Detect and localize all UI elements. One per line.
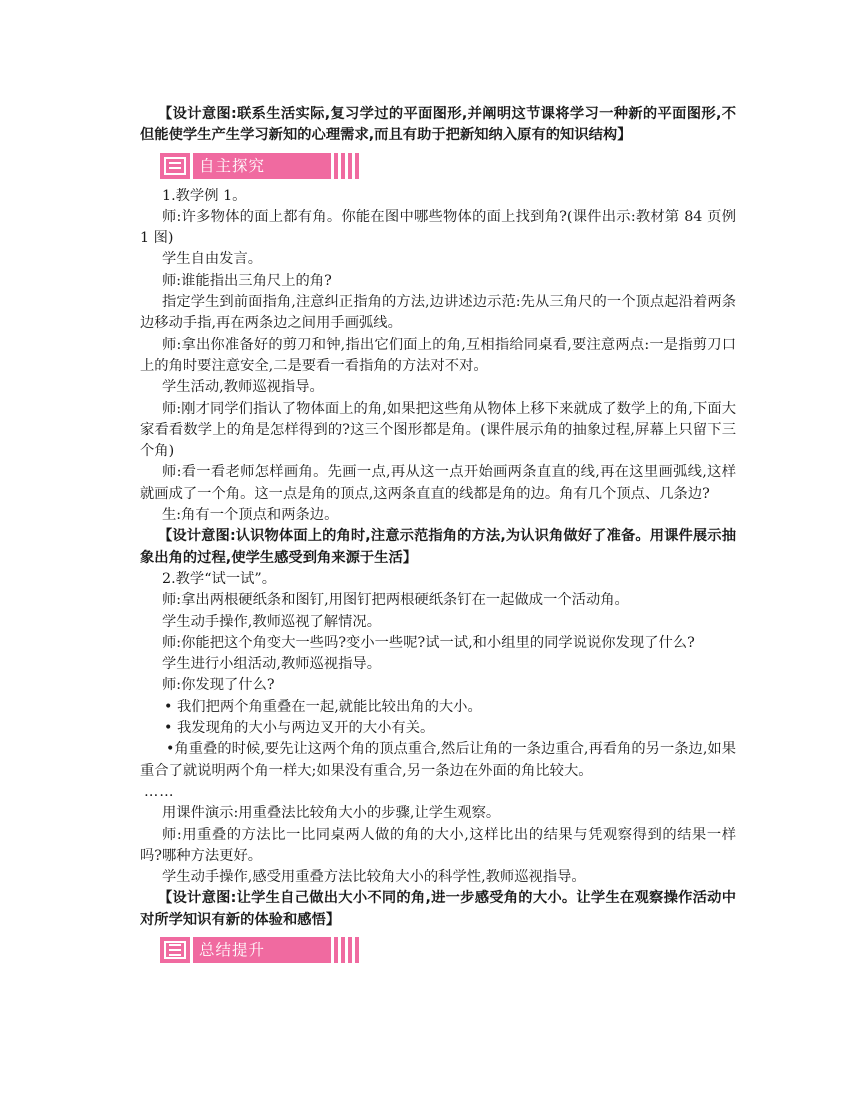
- ellipsis: ……: [144, 783, 175, 800]
- design-intent-1: 【设计意图:联系生活实际,复习学过的平面图形,并阐明这节课将学习一种新的平面图形,不但能使学生产生学习新知的心理需求,而且有助于把新知纳入原有的知识结构】: [140, 106, 736, 144]
- paragraph: 师:谁能指出三角尺上的角?: [162, 272, 332, 289]
- bullet-item: •角重叠的时候,要先让这两个角的顶点重合,然后让角的一条边重合,再看角的另一条边,如果重合了就说明两个角一样大;如果没有重合,另一条边在外面的角比较大。: [140, 741, 736, 779]
- paragraph: 师:你能把这个角变大一些吗?变小一些呢?试一试,和小组里的同学说说你发现了什么?: [162, 634, 695, 651]
- paragraph: 用课件演示:用重叠法比较角大小的步骤,让学生观察。: [162, 805, 501, 822]
- paragraph: 指定学生到前面指角,注意纠正指角的方法,边讲述边示范:先从三角尺的一个顶点起沿着两条边移动手指,再在两条边之间用手画弧线。: [140, 294, 736, 332]
- section-title: 自主探究: [193, 153, 331, 179]
- banner-stripes: [334, 937, 362, 963]
- paragraph: 学生进行小组活动,教师巡视指导。: [162, 656, 381, 673]
- paragraph: 2.教学“试一试”。: [162, 570, 277, 587]
- paragraph: 师:用重叠的方法比一比同桌两人做的角的大小,这样比出的结果与凭观察得到的结果一样吗?哪种方法更好。: [140, 826, 736, 864]
- paragraph: 1.教学例 1。: [162, 187, 247, 204]
- banner-stripes: [334, 153, 362, 179]
- number-three-icon: [164, 941, 186, 959]
- paragraph: 生:角有一个顶点和两条边。: [162, 507, 339, 524]
- paragraph: 师:许多物体的面上都有角。你能在图中哪些物体的面上找到角?(课件出示:教材第 84 页例 1 图): [140, 208, 736, 247]
- paragraph: 师:刚才同学们指认了物体面上的角,如果把这些角从物体上移下来就成了数学上的角,下面大家看看数学上的角是怎样得到的?这三个图形都是角。(课件展示角的抽象过程,屏幕上只留下三个角): [140, 400, 736, 460]
- paragraph: 学生活动,教师巡视指导。: [162, 379, 324, 396]
- bullet-item: • 我发现角的大小与两边叉开的大小有关。: [164, 720, 435, 737]
- section-title: 总结提升: [193, 937, 331, 963]
- section-number-badge: [160, 153, 190, 179]
- number-two-icon: [164, 157, 186, 175]
- bullet-item: • 我们把两个角重叠在一起,就能比较出角的大小。: [164, 698, 482, 715]
- content-column: [140, 104, 736, 970]
- design-intent-2: 【设计意图:认识物体面上的角时,注意示范指角的方法,为认识角做好了准备。用课件展示抽象出角的过程,使学生感受到角来源于生活】: [140, 528, 736, 566]
- paragraph: 学生自由发言。: [162, 251, 263, 268]
- paragraph: 学生动手操作,感受用重叠方法比较角大小的科学性,教师巡视指导。: [162, 869, 586, 886]
- paragraph: 师:你发现了什么?: [162, 677, 275, 694]
- section-banner-3: [160, 937, 362, 963]
- paragraph: 学生动手操作,教师巡视了解情况。: [162, 613, 381, 630]
- paragraph: 师:拿出两根硬纸条和图钉,用图钉把两根硬纸条钉在一起做成一个活动角。: [162, 592, 629, 609]
- section-number-badge: [160, 937, 190, 963]
- section-banner-2: [160, 153, 362, 179]
- design-intent-3: 【设计意图:让学生自己做出大小不同的角,进一步感受角的大小。让学生在观察操作活动中对所学知识有新的体验和感悟】: [140, 890, 736, 928]
- paragraph: 师:看一看老师怎样画角。先画一点,再从这一点开始画两条直直的线,再在这里画弧线,这样就画成了一个角。这一点是角的顶点,这两条直直的线都是角的边。角有几个顶点、几条边?: [140, 464, 736, 502]
- paragraph: 师:拿出你准备好的剪刀和钟,指出它们面上的角,互相指给同桌看,要注意两点:一是指剪刀口上的角时要注意安全,二是要看一看指角的方法对不对。: [140, 336, 736, 374]
